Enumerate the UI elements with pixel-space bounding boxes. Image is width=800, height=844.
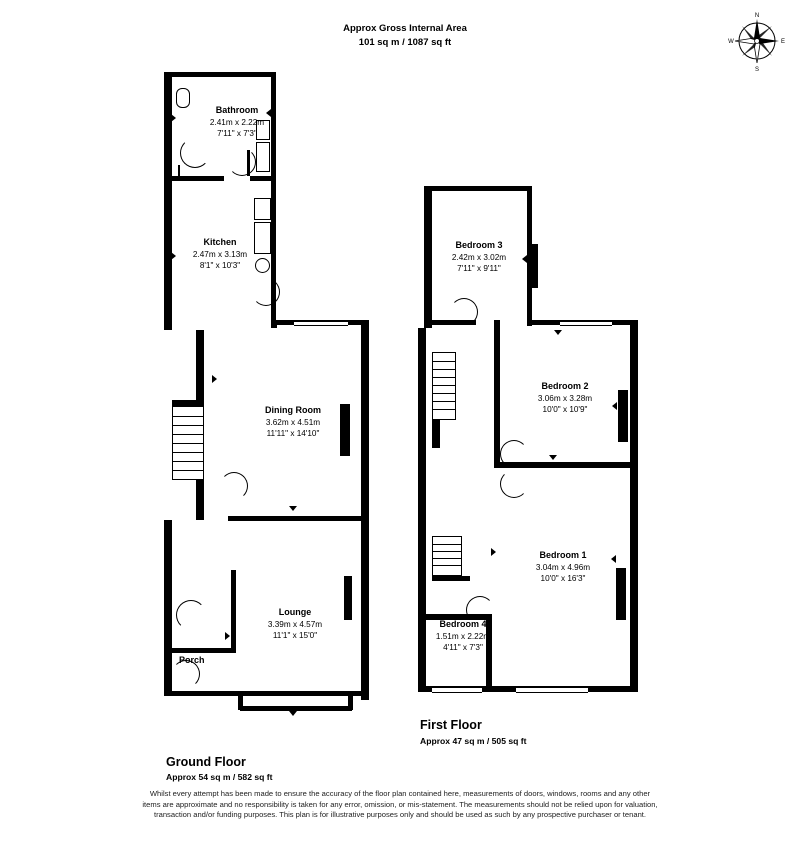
wall-gf-bathroom-kitchen — [164, 176, 224, 181]
page-title — [260, 22, 550, 50]
wall-gf-bathroom-kitchen-right — [250, 176, 276, 181]
door-arc-bathroom — [180, 138, 210, 168]
cooker-icon-kitchen — [254, 198, 271, 220]
staircase-first-floor-lower — [432, 536, 462, 576]
wall-ff-landing-right — [494, 320, 500, 468]
door-arc-bedroom2 — [500, 440, 528, 468]
bay-window-gf-lounge-left — [238, 696, 243, 710]
svg-text:E: E — [780, 39, 786, 45]
first-floor-area: Approx 47 sq m / 505 sq ft — [420, 736, 527, 746]
direction-marker-lounge-left — [225, 632, 230, 640]
wall-ff-stairwell-left — [432, 420, 440, 448]
first-floor-title: First Floor — [420, 718, 482, 732]
gross-area-label: Approx Gross Internal Area — [343, 23, 467, 34]
door-jamb-gf-1 — [178, 165, 180, 177]
direction-marker-bedroom2-top — [554, 330, 562, 335]
door-arc-kitchen — [252, 278, 280, 306]
door-jamb-gf-2 — [247, 150, 250, 176]
staircase-first-floor-upper — [432, 352, 456, 420]
ground-floor-title: Ground Floor — [166, 755, 246, 769]
wall-gf-dining-lounge — [228, 516, 368, 521]
window-gf-left-dining — [172, 400, 202, 402]
wall-ff-stair-landing-bottom — [432, 576, 470, 581]
disclaimer-text: Whilst every attempt has been made to ensure the accuracy of the floor plan contained here, measurements of doors, windows, rooms and any other items are approximate and no responsibility is taken for any error, omission, or mis-statement. The measurements should not be relied upon for valuation, transaction and/or funding purposes. This plan is for illustrative purposes only and should be used as such by any prospective purchaser or tenant. — [142, 789, 658, 820]
room-label-porch: Porch — [179, 655, 205, 665]
room-label-bedroom-1: Bedroom 1 3.04m x 4.96m 10'0" x 16'3" — [535, 550, 591, 583]
svg-text:S: S — [754, 67, 760, 72]
wall-ff-right — [630, 320, 638, 692]
room-label-bathroom: Bathroom 2.41m x 2.22m 7'11" x 7'3" — [209, 105, 265, 138]
door-arc-dining — [220, 472, 248, 500]
wall-gf-right-jog — [271, 320, 277, 328]
wall-gf-bottom — [164, 691, 240, 696]
wall-gf-right-main — [361, 320, 369, 700]
svg-text:W: W — [728, 39, 734, 45]
wall-gf-left-bottom — [164, 520, 172, 696]
window-ff-bottom-right — [516, 687, 588, 693]
door-arc-porch — [176, 600, 206, 630]
door-arc-bedroom3 — [450, 298, 478, 326]
room-label-dining-room: Dining Room 3.62m x 4.51m 11'11" x 14'10" — [265, 405, 321, 438]
room-label-bedroom-2: Bedroom 2 3.06m x 3.28m 10'0" x 10'9" — [537, 381, 593, 414]
room-label-bedroom-4: Bedroom 4 1.51m x 2.22m 4'11" x 7'3" — [435, 619, 491, 652]
bay-window-gf-lounge-right — [348, 696, 353, 710]
door-arc-hall-1 — [228, 148, 256, 176]
window-ff-bottom-left — [432, 687, 482, 693]
direction-marker-bedroom1-left — [491, 548, 496, 556]
wall-gf-left-upper — [164, 72, 172, 330]
direction-marker-lounge-bottom — [289, 711, 297, 716]
staircase-ground-floor — [172, 406, 204, 480]
direction-marker-bathroom-left — [171, 114, 176, 122]
direction-marker-dining-left — [212, 375, 217, 383]
room-label-lounge: Lounge 3.39m x 4.57m 11'1" x 15'0" — [267, 607, 323, 640]
svg-text:N: N — [754, 13, 760, 19]
gross-area-value: 101 sq m / 1087 sq ft — [358, 37, 452, 48]
wall-gf-porch-top — [164, 648, 236, 653]
direction-marker-bedroom2-bottom — [549, 455, 557, 460]
window-gf-kitchen-bottom — [294, 321, 348, 326]
room-label-kitchen: Kitchen 2.47m x 3.13m 8'1" x 10'3" — [192, 237, 248, 270]
window-ff-top-right — [560, 321, 612, 326]
wall-gf-top — [164, 72, 276, 77]
room-label-bedroom-3: Bedroom 3 2.42m x 3.02m 7'11" x 9'11" — [451, 240, 507, 273]
ground-floor-area: Approx 54 sq m / 582 sq ft — [166, 772, 273, 782]
bath-icon — [256, 142, 270, 172]
wall-ff-top-left — [424, 186, 532, 191]
door-arc-bedroom1 — [500, 470, 528, 498]
compass-rose-icon — [726, 10, 788, 72]
direction-marker-dining-bottom — [289, 506, 297, 511]
